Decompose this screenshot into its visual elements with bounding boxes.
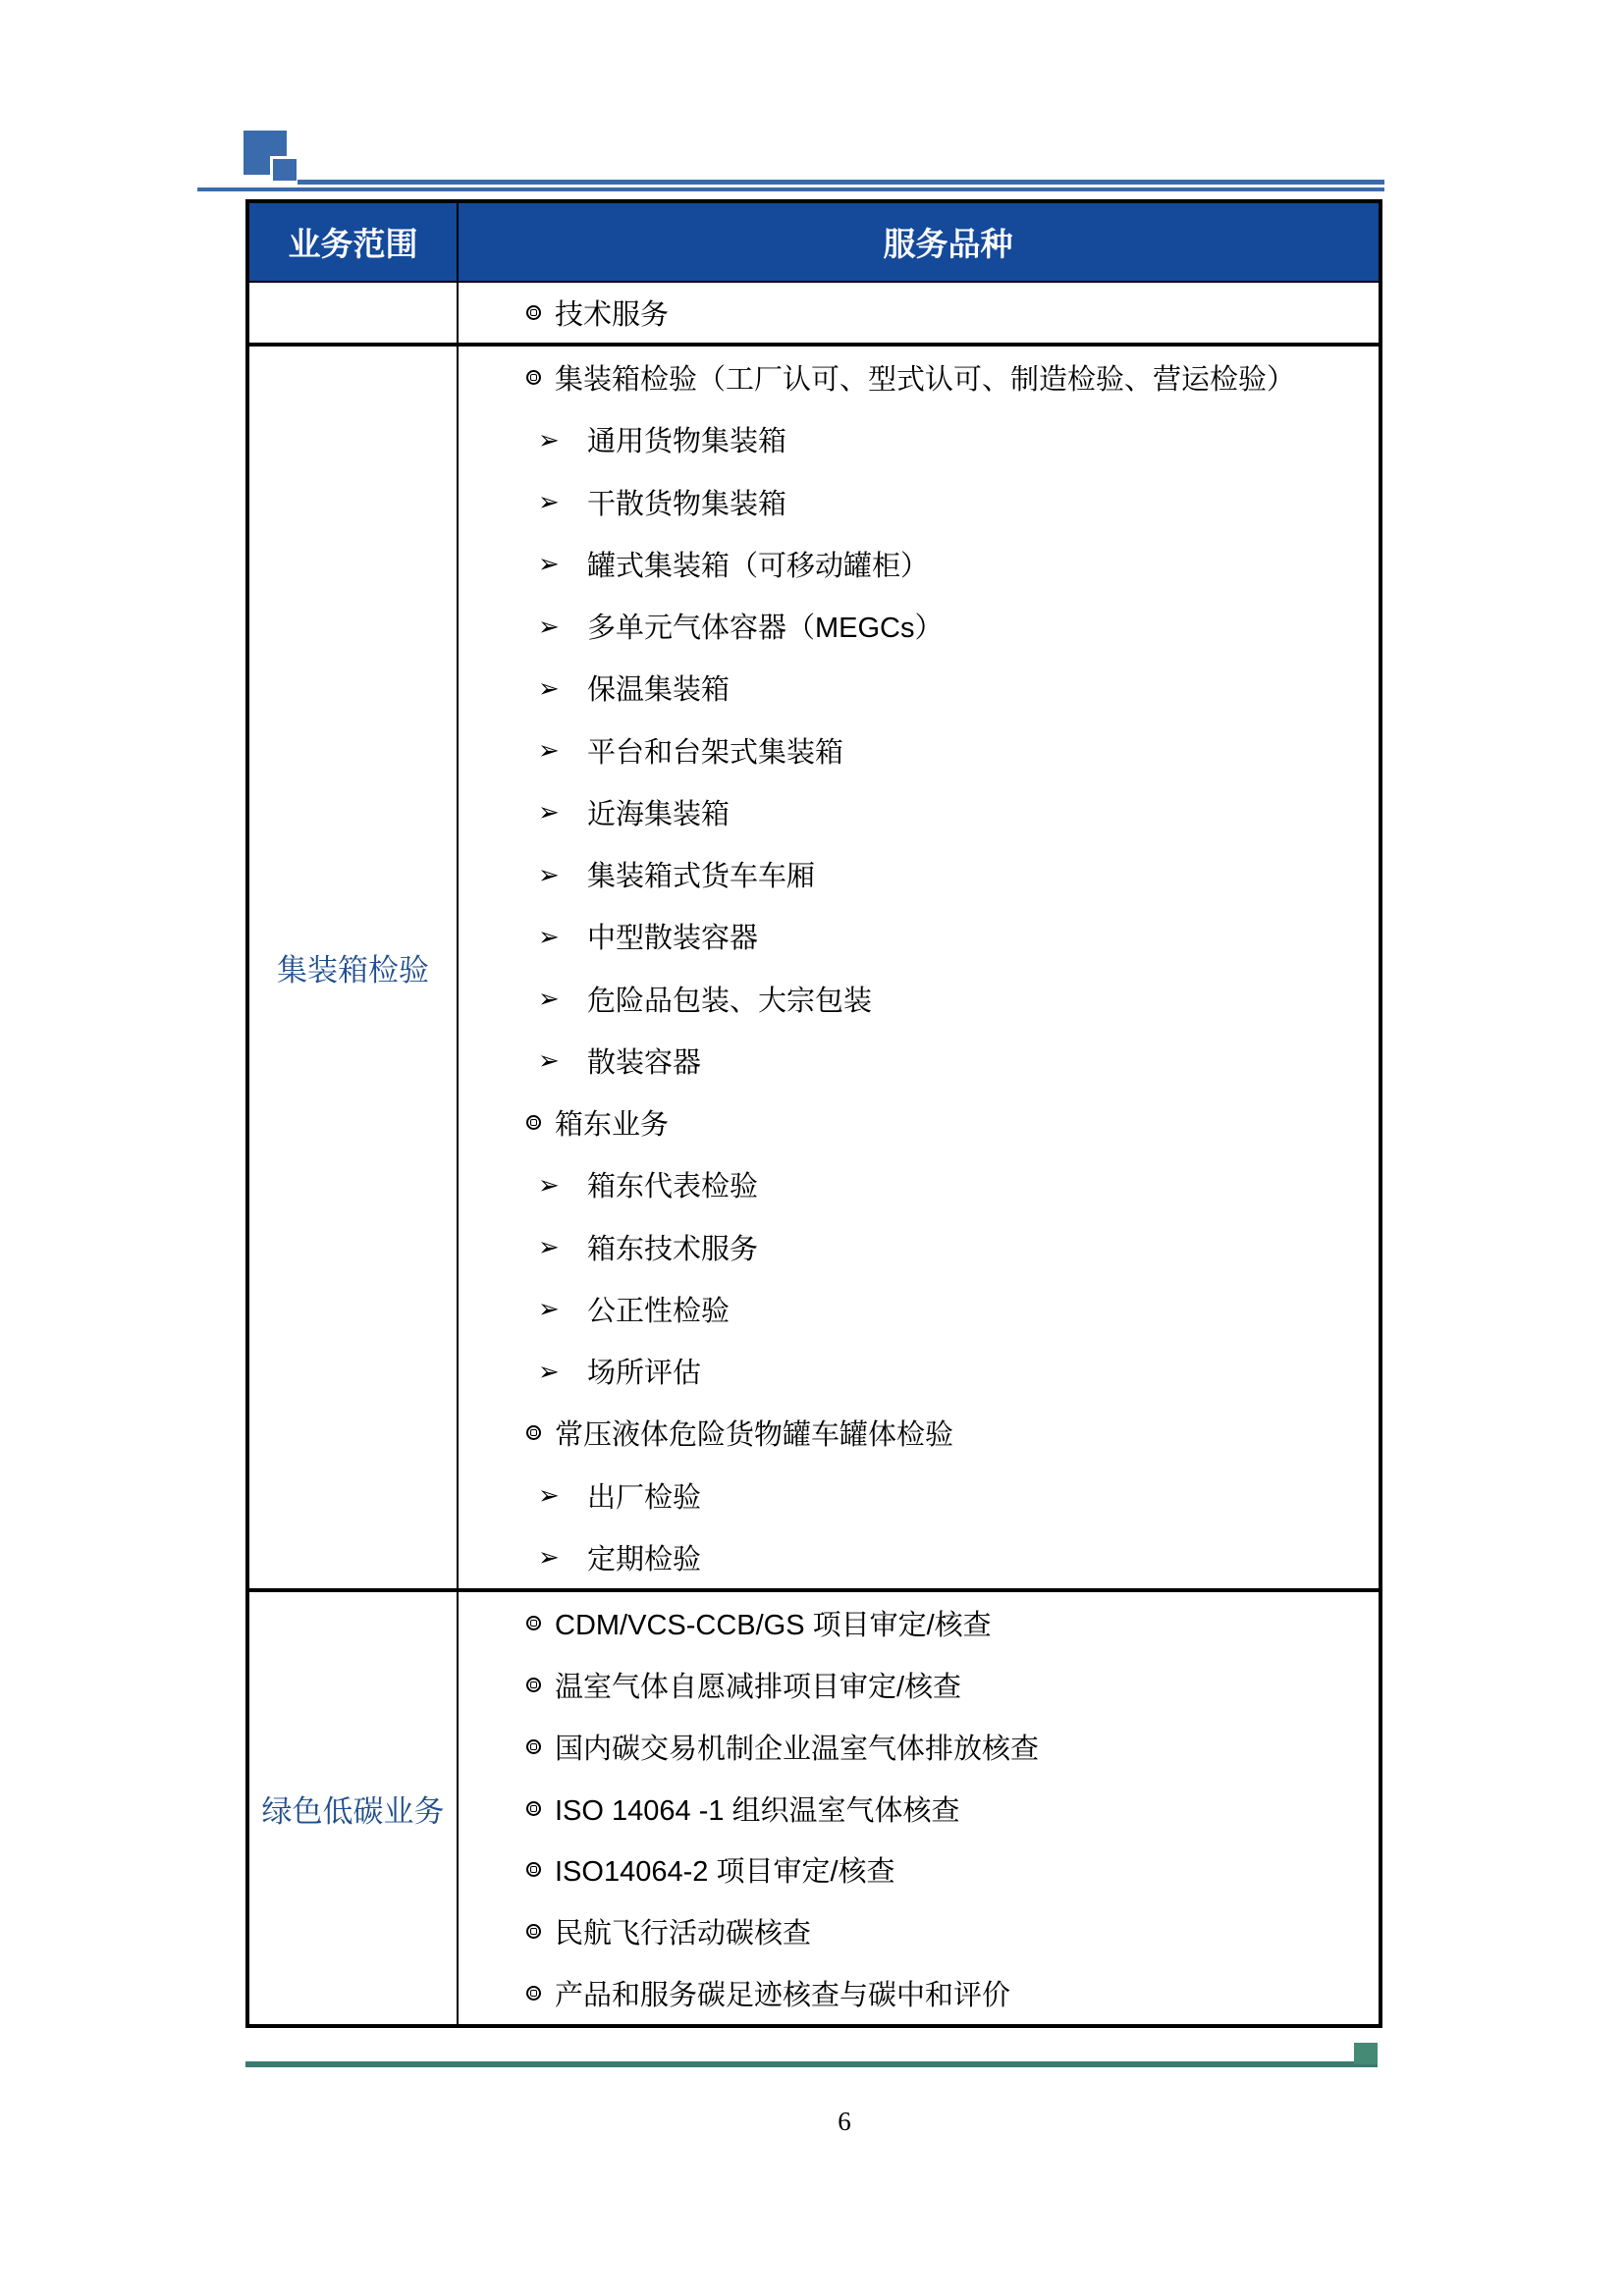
arrow-bullet-icon: ➢ [538,921,560,951]
arrow-bullet-icon: ➢ [538,424,560,454]
table-header-services-label: 服务品种 [883,228,1013,263]
arrow-bullet-icon: ➢ [538,1356,560,1386]
arrow-bullet-icon: ➢ [538,487,560,517]
scope-cell [249,1592,459,2024]
service-item [459,720,1379,781]
arrow-bullet-icon: ➢ [538,797,560,828]
service-item-label: 箱东技术服务 [587,1233,759,1265]
arrow-bullet-icon: ➢ [538,984,560,1014]
service-item-label: 温室气体自愿减排项目审定/核查 [555,1671,962,1703]
service-item-label: 保温集装箱 [587,674,731,707]
service-item-label: 出厂检验 [587,1481,702,1514]
service-item-label: ISO 14064 -1 组织温室气体核查 [555,1794,960,1827]
service-item-label: 民航飞行活动碳核查 [555,1918,812,1950]
table-header-scope-label: 业务范围 [288,228,418,263]
service-item [459,905,1379,967]
service-item-label: 多单元气体容器（MEGCs） [587,613,944,645]
circle-bullet-icon [526,1115,541,1130]
service-item [459,1092,1379,1153]
circle-bullet-icon [526,305,541,320]
arrow-bullet-icon: ➢ [538,549,560,579]
service-item [459,1962,1379,2024]
service-item [459,408,1379,470]
footer-decor-square [1354,2043,1378,2064]
arrow-bullet-icon: ➢ [538,1542,560,1573]
arrow-bullet-icon: ➢ [538,735,560,766]
service-item [459,471,1379,533]
service-item-label: ISO14064-2 项目审定/核查 [555,1856,895,1889]
service-item [459,1153,1379,1215]
service-item-label: CDM/VCS-CCB/GS 项目审定/核查 [555,1609,992,1641]
service-item [459,1278,1379,1340]
service-item [459,283,1379,343]
scope-cell [249,347,459,1588]
circle-bullet-icon [526,1986,541,2001]
service-item [459,533,1379,595]
arrow-bullet-icon: ➢ [538,1480,560,1511]
page-number: 6 [838,2107,851,2136]
scope-cell [249,283,459,343]
service-item [459,1402,1379,1464]
service-item-label: 场所评估 [587,1358,702,1390]
service-item [459,347,1379,408]
service-item-label: 近海集装箱 [587,798,731,830]
table-row [249,283,1379,347]
service-item-label: 干散货物集装箱 [587,488,787,520]
service-item-label: 集装箱式货车车厢 [587,861,816,893]
service-item [459,595,1379,657]
arrow-bullet-icon: ➢ [538,1294,560,1324]
service-item [459,781,1379,843]
service-item-label: 散装容器 [587,1046,702,1079]
header-rule-thick [298,180,1384,185]
circle-bullet-icon [526,1678,541,1692]
service-item [459,1340,1379,1402]
arrow-bullet-icon: ➢ [538,1232,560,1262]
table-header-services [459,203,1379,281]
circle-bullet-icon [526,1739,541,1754]
service-item [459,1030,1379,1092]
services-table [245,199,1382,2028]
table-header-scope [249,203,459,281]
service-item [459,1778,1379,1840]
service-item-label: 定期检验 [587,1543,702,1575]
services-cell [459,1592,1379,2024]
service-item [459,1716,1379,1778]
service-item [459,1654,1379,1716]
scope-label: 绿色低碳业务 [261,1793,445,1829]
service-item-label: 箱东代表检验 [587,1171,759,1203]
service-item [459,1839,1379,1900]
service-item-label: 危险品包装、大宗包装 [587,985,873,1017]
circle-bullet-icon [526,1425,541,1440]
service-item [459,1216,1379,1278]
corner-decor-square-small [270,156,299,184]
table-row [249,1592,1379,2024]
services-cell [459,283,1379,343]
table-row [249,347,1379,1592]
circle-bullet-icon [526,1616,541,1630]
service-item-label: 国内碳交易机制企业温室气体排放核查 [555,1733,1040,1765]
table-header-row [249,203,1379,283]
service-item-label: 中型散装容器 [587,923,759,955]
circle-bullet-icon [526,1801,541,1816]
service-item [459,657,1379,719]
table-body [249,283,1379,2024]
service-item-label: 技术服务 [555,299,670,331]
service-item [459,1592,1379,1654]
service-item-label: 公正性检验 [587,1295,731,1327]
service-item [459,1526,1379,1588]
service-item [459,1900,1379,1962]
arrow-bullet-icon: ➢ [538,859,560,889]
circle-bullet-icon [526,1862,541,1877]
service-item [459,968,1379,1030]
service-item-label: 产品和服务碳足迹核查与碳中和评价 [555,1980,1011,2012]
circle-bullet-icon [526,370,541,385]
service-item-label: 平台和台架式集装箱 [587,736,844,769]
circle-bullet-icon [526,1924,541,1939]
arrow-bullet-icon: ➢ [538,672,560,703]
arrow-bullet-icon: ➢ [538,1045,560,1076]
service-item [459,1465,1379,1526]
service-item-label: 罐式集装箱（可移动罐柜） [587,550,930,582]
service-item-label: 通用货物集装箱 [587,426,787,458]
arrow-bullet-icon: ➢ [538,1169,560,1200]
arrow-bullet-icon: ➢ [538,611,560,641]
scope-label: 集装箱检验 [277,953,429,988]
service-item-label: 集装箱检验（工厂认可、型式认可、制造检验、营运检验） [555,364,1296,397]
service-item-label: 箱东业务 [555,1109,670,1142]
footer-rule [245,2061,1378,2067]
services-cell [459,347,1379,1588]
service-item-label: 常压液体危险货物罐车罐体检验 [555,1419,954,1452]
header-rule-thin [197,187,1384,191]
service-item [459,843,1379,905]
